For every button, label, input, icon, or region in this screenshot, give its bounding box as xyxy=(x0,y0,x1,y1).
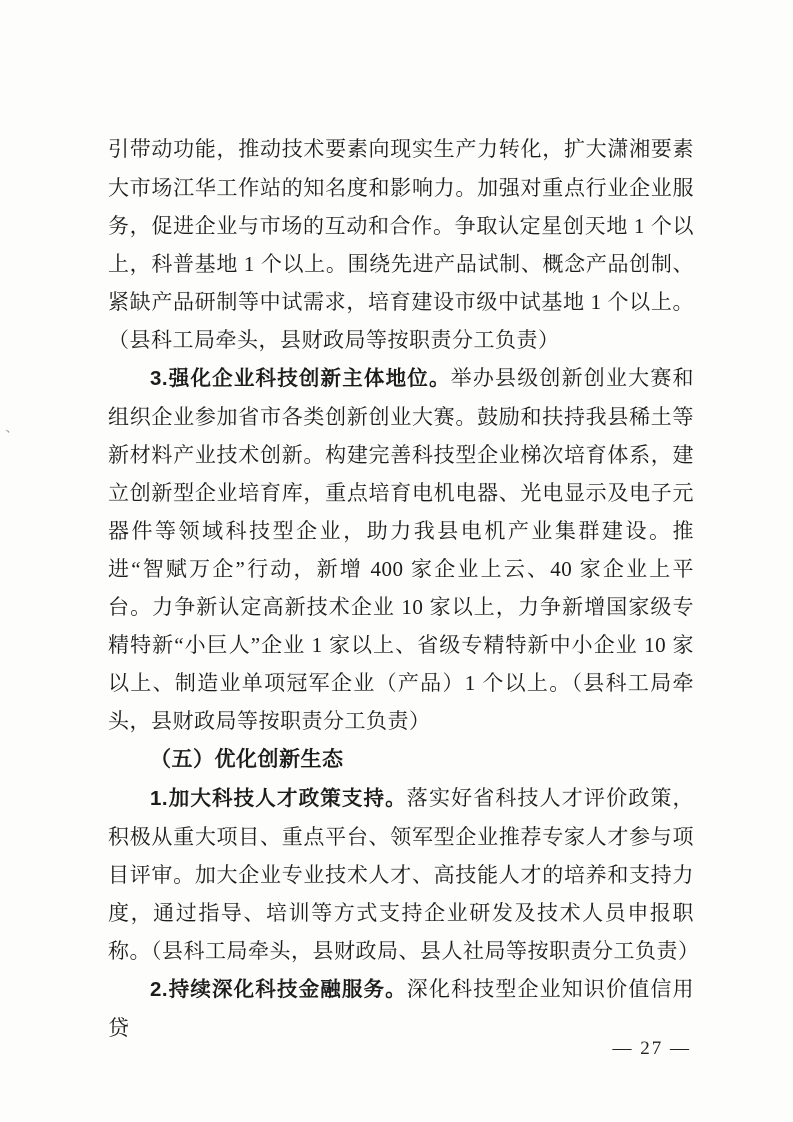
section-heading-text: （五）优化创新生态 xyxy=(150,748,344,771)
paragraph-lead: 3.强化企业科技创新主体地位。 xyxy=(150,367,451,390)
paragraph xyxy=(108,359,694,740)
section-heading xyxy=(108,740,694,779)
paragraph-text: 举办县级创新创业大赛和组织企业参加省市各类创新创业大赛。鼓励和扶持我县稀土等新材料产业技术创新。构建完善科技型企业梯次培育体系，建立创新型企业培育库，重点培育电机电器、光电显示及电子元器件等领域科技型企业，助力我县电机产业集群建设。推进“智赋万企”行动，新增 400 家企业上云、40 家企业上平台。力争新认定高新技术企业 10 家以上，力争新增国家级专精特新“小巨人”企业 1 家以上、省级专精特新中小企业 10 家以上、制造业单项冠军企业（产品）1 个以上。（县科工局牵头，县财政局等按职责分工负责） xyxy=(108,366,695,733)
scan-artifact: 、 xyxy=(2,418,20,437)
paragraph-text: 引带动功能，推动技术要素向现实生产力转化，扩大潇湘要素大市场江华工作站的知名度和影响力。加强对重点行业企业服务，促进企业与市场的互动和合作。争取认定星创天地 1 个以上，科普基地 1 个以上。围绕先进产品试制、概念产品创制、紧缺产品研制等中试需求，培育建设市级中试基地 1 个以上。（县科工局牵头，县财政局等按职责分工负责） xyxy=(108,137,694,352)
paragraph-text: 深化科技型企业知识价值信用贷 xyxy=(108,977,694,1040)
paragraph xyxy=(108,779,700,970)
paragraph-text: 落实好省科技人才评价政策，积极从重大项目、重点平台、领军型企业推荐专家人才参与项目评审。加大企业专业技术人才、高技能人才的培养和支持力度，通过指导、培训等方式支持企业研发及技术人员申报职称。（县科工局牵头，县财政局、县人社局等按职责分工负责） xyxy=(108,786,700,963)
page-number: — 27 — xyxy=(612,1038,691,1059)
paragraph-lead: 1.加大科技人才政策支持。 xyxy=(150,787,407,810)
paragraph xyxy=(108,130,694,359)
paragraph-lead: 2.持续深化科技金融服务。 xyxy=(150,978,407,1001)
document-body xyxy=(108,130,700,1047)
paragraph xyxy=(108,970,694,1047)
